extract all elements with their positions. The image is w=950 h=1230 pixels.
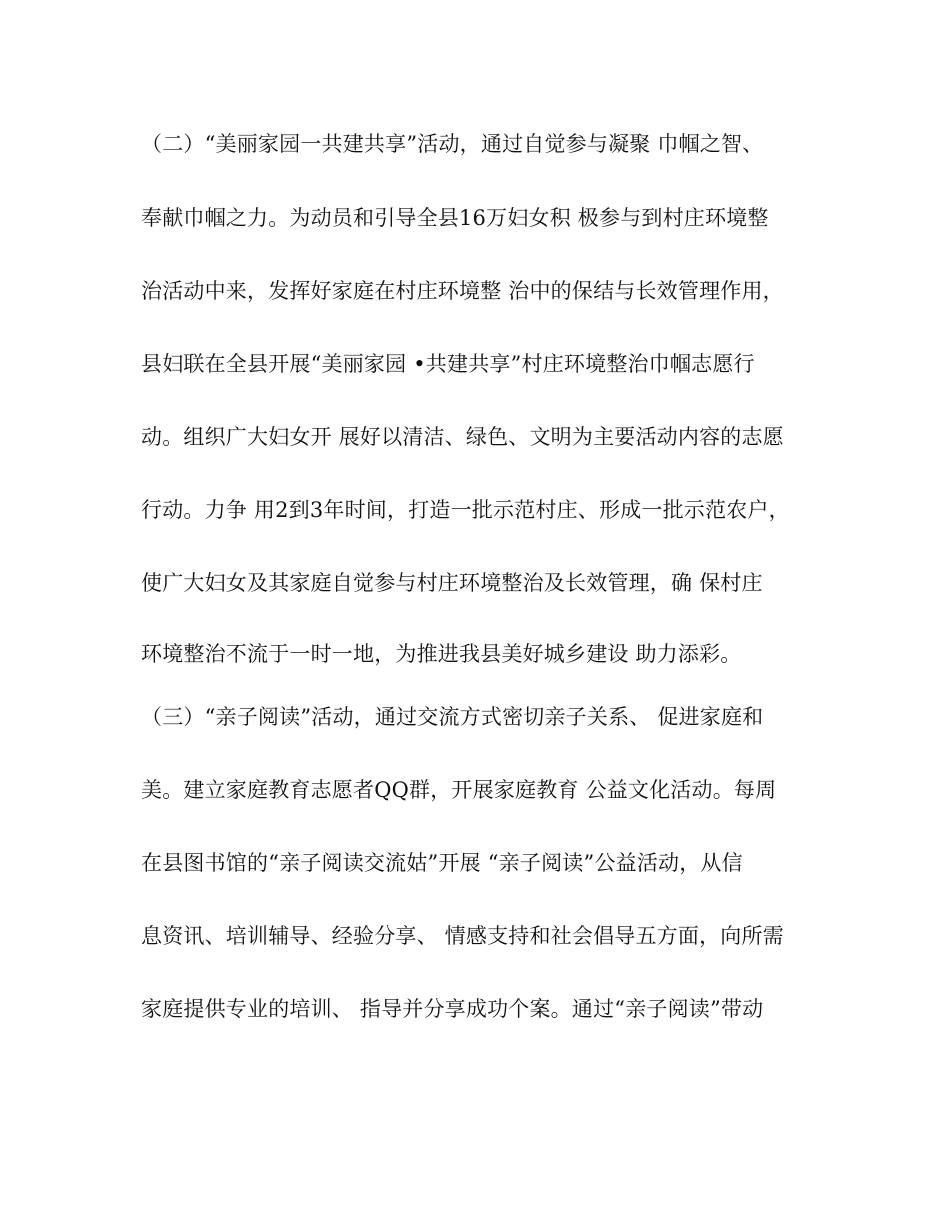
paragraph-line: 县妇联在全县开展“美丽家园 •共建共享”村庄环境整治巾帼志愿行 (141, 352, 755, 376)
paragraph-line: 治活动中来，发挥好家庭在村庄环境整 治中的保结与长效管理作用， (141, 279, 784, 303)
paragraph-line: （二）“美丽家园一共建共享”活动，通过自觉参与凝聚 巾帼之智、 (141, 132, 764, 156)
paragraph-line: 美。建立家庭教育志愿者QQ群，开展家庭教育 公益文化活动。每周 (141, 778, 777, 802)
paragraph-line: 家庭提供专业的培训、 指导并分享成功个案。通过“亲子阅读”带动 (141, 997, 764, 1021)
paragraph-line: 环境整治不流于一时一地，为推进我县美好城乡建设 助力添彩。 (141, 642, 742, 666)
paragraph-line: 使广大妇女及其家庭自觉参与村庄环境整治及长效管理，确 保村庄 (141, 571, 763, 595)
paragraph-line: 在县图书馆的“亲子阅读交流姑”开展 “亲子阅读”公益活动，从信 (141, 851, 743, 875)
paragraph-line: 行动。力争 用2到3年时间，打造一批示范村庄、形成一批示范农户， (141, 498, 790, 522)
paragraph-line: 奉献巾帼之力。为动员和引导全县16万妇女积 极参与到村庄环境整 (141, 206, 769, 230)
paragraph-line: 息资讯、培训辅导、经验分享、 情感支持和社会倡导五方面，向所需 (141, 924, 784, 948)
paragraph-line: 动。组织广大妇女开 展好以清洁、绿色、文明为主要活动内容的志愿 (141, 425, 784, 449)
paragraph-line: （三）“亲子阅读”活动，通过交流方式密切亲子关系、 促进家庭和 (141, 705, 764, 729)
